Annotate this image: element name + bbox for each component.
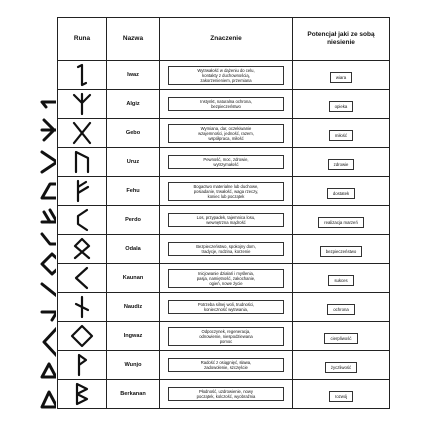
rune-name: Wunjo bbox=[107, 351, 160, 380]
rune-name: Algiz bbox=[107, 90, 160, 119]
rune-cell bbox=[58, 293, 107, 322]
rune-potential: sukces bbox=[293, 264, 390, 293]
rune-cell bbox=[58, 119, 107, 148]
table-row bbox=[58, 119, 390, 148]
rune-name: Gebo bbox=[107, 119, 160, 148]
rune-name: Naudiz bbox=[107, 293, 160, 322]
rune-meaning: Płodność, uzdrowienie, nowy początek, kolczość, wyobraźnia bbox=[160, 380, 293, 409]
header-potential: Potencjał jaki ze sobą niesienie bbox=[293, 18, 390, 61]
perdo-rune-icon bbox=[71, 208, 93, 232]
table-row bbox=[58, 380, 390, 409]
rune-cell bbox=[58, 177, 107, 206]
rune-potential: opieka bbox=[293, 90, 390, 119]
rune-meaning: Instynkt, naturalna ochrona, bezpieczeństwo bbox=[160, 90, 293, 119]
rune-potential: rozwój bbox=[293, 380, 390, 409]
rune-name: Kaunan bbox=[107, 264, 160, 293]
rune-meaning: Bezpieczeństwo, spokojny dom, tradycje, rodzina, korzenie bbox=[160, 235, 293, 264]
iwaz-rune-icon bbox=[71, 63, 93, 87]
rune-meaning: Wytrwałość w dążeniu do celu, kontakty z duchownością, zakorzenieniem, przemiana bbox=[160, 61, 293, 90]
table-row bbox=[58, 206, 390, 235]
algiz-rune-icon bbox=[71, 92, 93, 116]
rune-cell bbox=[58, 90, 107, 119]
rune-cell bbox=[58, 206, 107, 235]
rune-cell bbox=[58, 380, 107, 409]
rune-meaning: Bogactwo materialne lub duchowe, posiadanie, trwałość, waga rzeczy, koniec lub początek bbox=[160, 177, 293, 206]
rune-name: Odala bbox=[107, 235, 160, 264]
table-row bbox=[58, 264, 390, 293]
rune-potential: realizacja marzeń bbox=[293, 206, 390, 235]
rune-name: Ingwaz bbox=[107, 322, 160, 351]
rune-cell bbox=[58, 351, 107, 380]
rune-name: Iwaz bbox=[107, 61, 160, 90]
rune-name: Fehu bbox=[107, 177, 160, 206]
rune-meaning: Odpoczynek, regeneracja, odnowienie, niespodziewana pomoc bbox=[160, 322, 293, 351]
kaunan-rune-icon bbox=[71, 266, 93, 290]
rune-name: Uruz bbox=[107, 148, 160, 177]
rune-potential: bezpieczeństwo bbox=[293, 235, 390, 264]
rune-cell bbox=[58, 264, 107, 293]
ingwaz-rune-icon bbox=[70, 324, 94, 348]
table-row bbox=[58, 322, 390, 351]
rune-potential: zdrowie bbox=[293, 148, 390, 177]
runes-table bbox=[57, 17, 390, 409]
rune-meaning: Radość z osiągnięć, sława, zadowolenie, szczęście bbox=[160, 351, 293, 380]
header-row bbox=[58, 18, 390, 61]
rune-meaning: Wymiana, dar, oczekiwanie wzajemności, jedność, razem, współpraca, miłość bbox=[160, 119, 293, 148]
table-row bbox=[58, 235, 390, 264]
rune-meaning: Los, przypadek, tajemnica losu, wewnętrzna mądrość bbox=[160, 206, 293, 235]
table-row bbox=[58, 148, 390, 177]
header-meaning: Znaczenie bbox=[160, 18, 293, 61]
rune-potential: cierpliwość bbox=[293, 322, 390, 351]
rune-meaning: Potrzeba silnej woli, trudności, konieczność wytrwania, bbox=[160, 293, 293, 322]
rune-cell bbox=[58, 322, 107, 351]
berkanan-rune-icon bbox=[71, 382, 93, 406]
rune-potential: wiara bbox=[293, 61, 390, 90]
header-rune: Runa bbox=[58, 18, 107, 61]
rune-potential: dostatek bbox=[293, 177, 390, 206]
fehu-rune-icon bbox=[71, 179, 93, 203]
rune-cell bbox=[58, 148, 107, 177]
rune-potential: miłość bbox=[293, 119, 390, 148]
gebo-rune-icon bbox=[71, 121, 93, 145]
rune-meaning: Pewność, moc, zdrowie, wytrzymałość bbox=[160, 148, 293, 177]
rune-name: Berkanan bbox=[107, 380, 160, 409]
table-row bbox=[58, 351, 390, 380]
odala-rune-icon bbox=[71, 237, 93, 261]
table-row bbox=[58, 61, 390, 90]
rune-potential: życzliwość bbox=[293, 351, 390, 380]
rune-name: Perdo bbox=[107, 206, 160, 235]
rune-cell bbox=[58, 235, 107, 264]
naudiz-rune-icon bbox=[71, 295, 93, 319]
wunjo-rune-icon bbox=[71, 353, 93, 377]
rune-cell bbox=[58, 61, 107, 90]
table-row bbox=[58, 293, 390, 322]
uruz-rune-icon bbox=[71, 150, 93, 174]
runes-table-frame bbox=[57, 17, 377, 412]
rune-meaning: Inicjowanie działań i myślenia, pasja, namiętność, zakochanie, ogień, nowe życie bbox=[160, 264, 293, 293]
table-row bbox=[58, 90, 390, 119]
vertical-rune-inscription bbox=[2, 17, 56, 412]
table-row bbox=[58, 177, 390, 206]
rune-potential: ochrona bbox=[293, 293, 390, 322]
header-name: Nazwa bbox=[107, 18, 160, 61]
